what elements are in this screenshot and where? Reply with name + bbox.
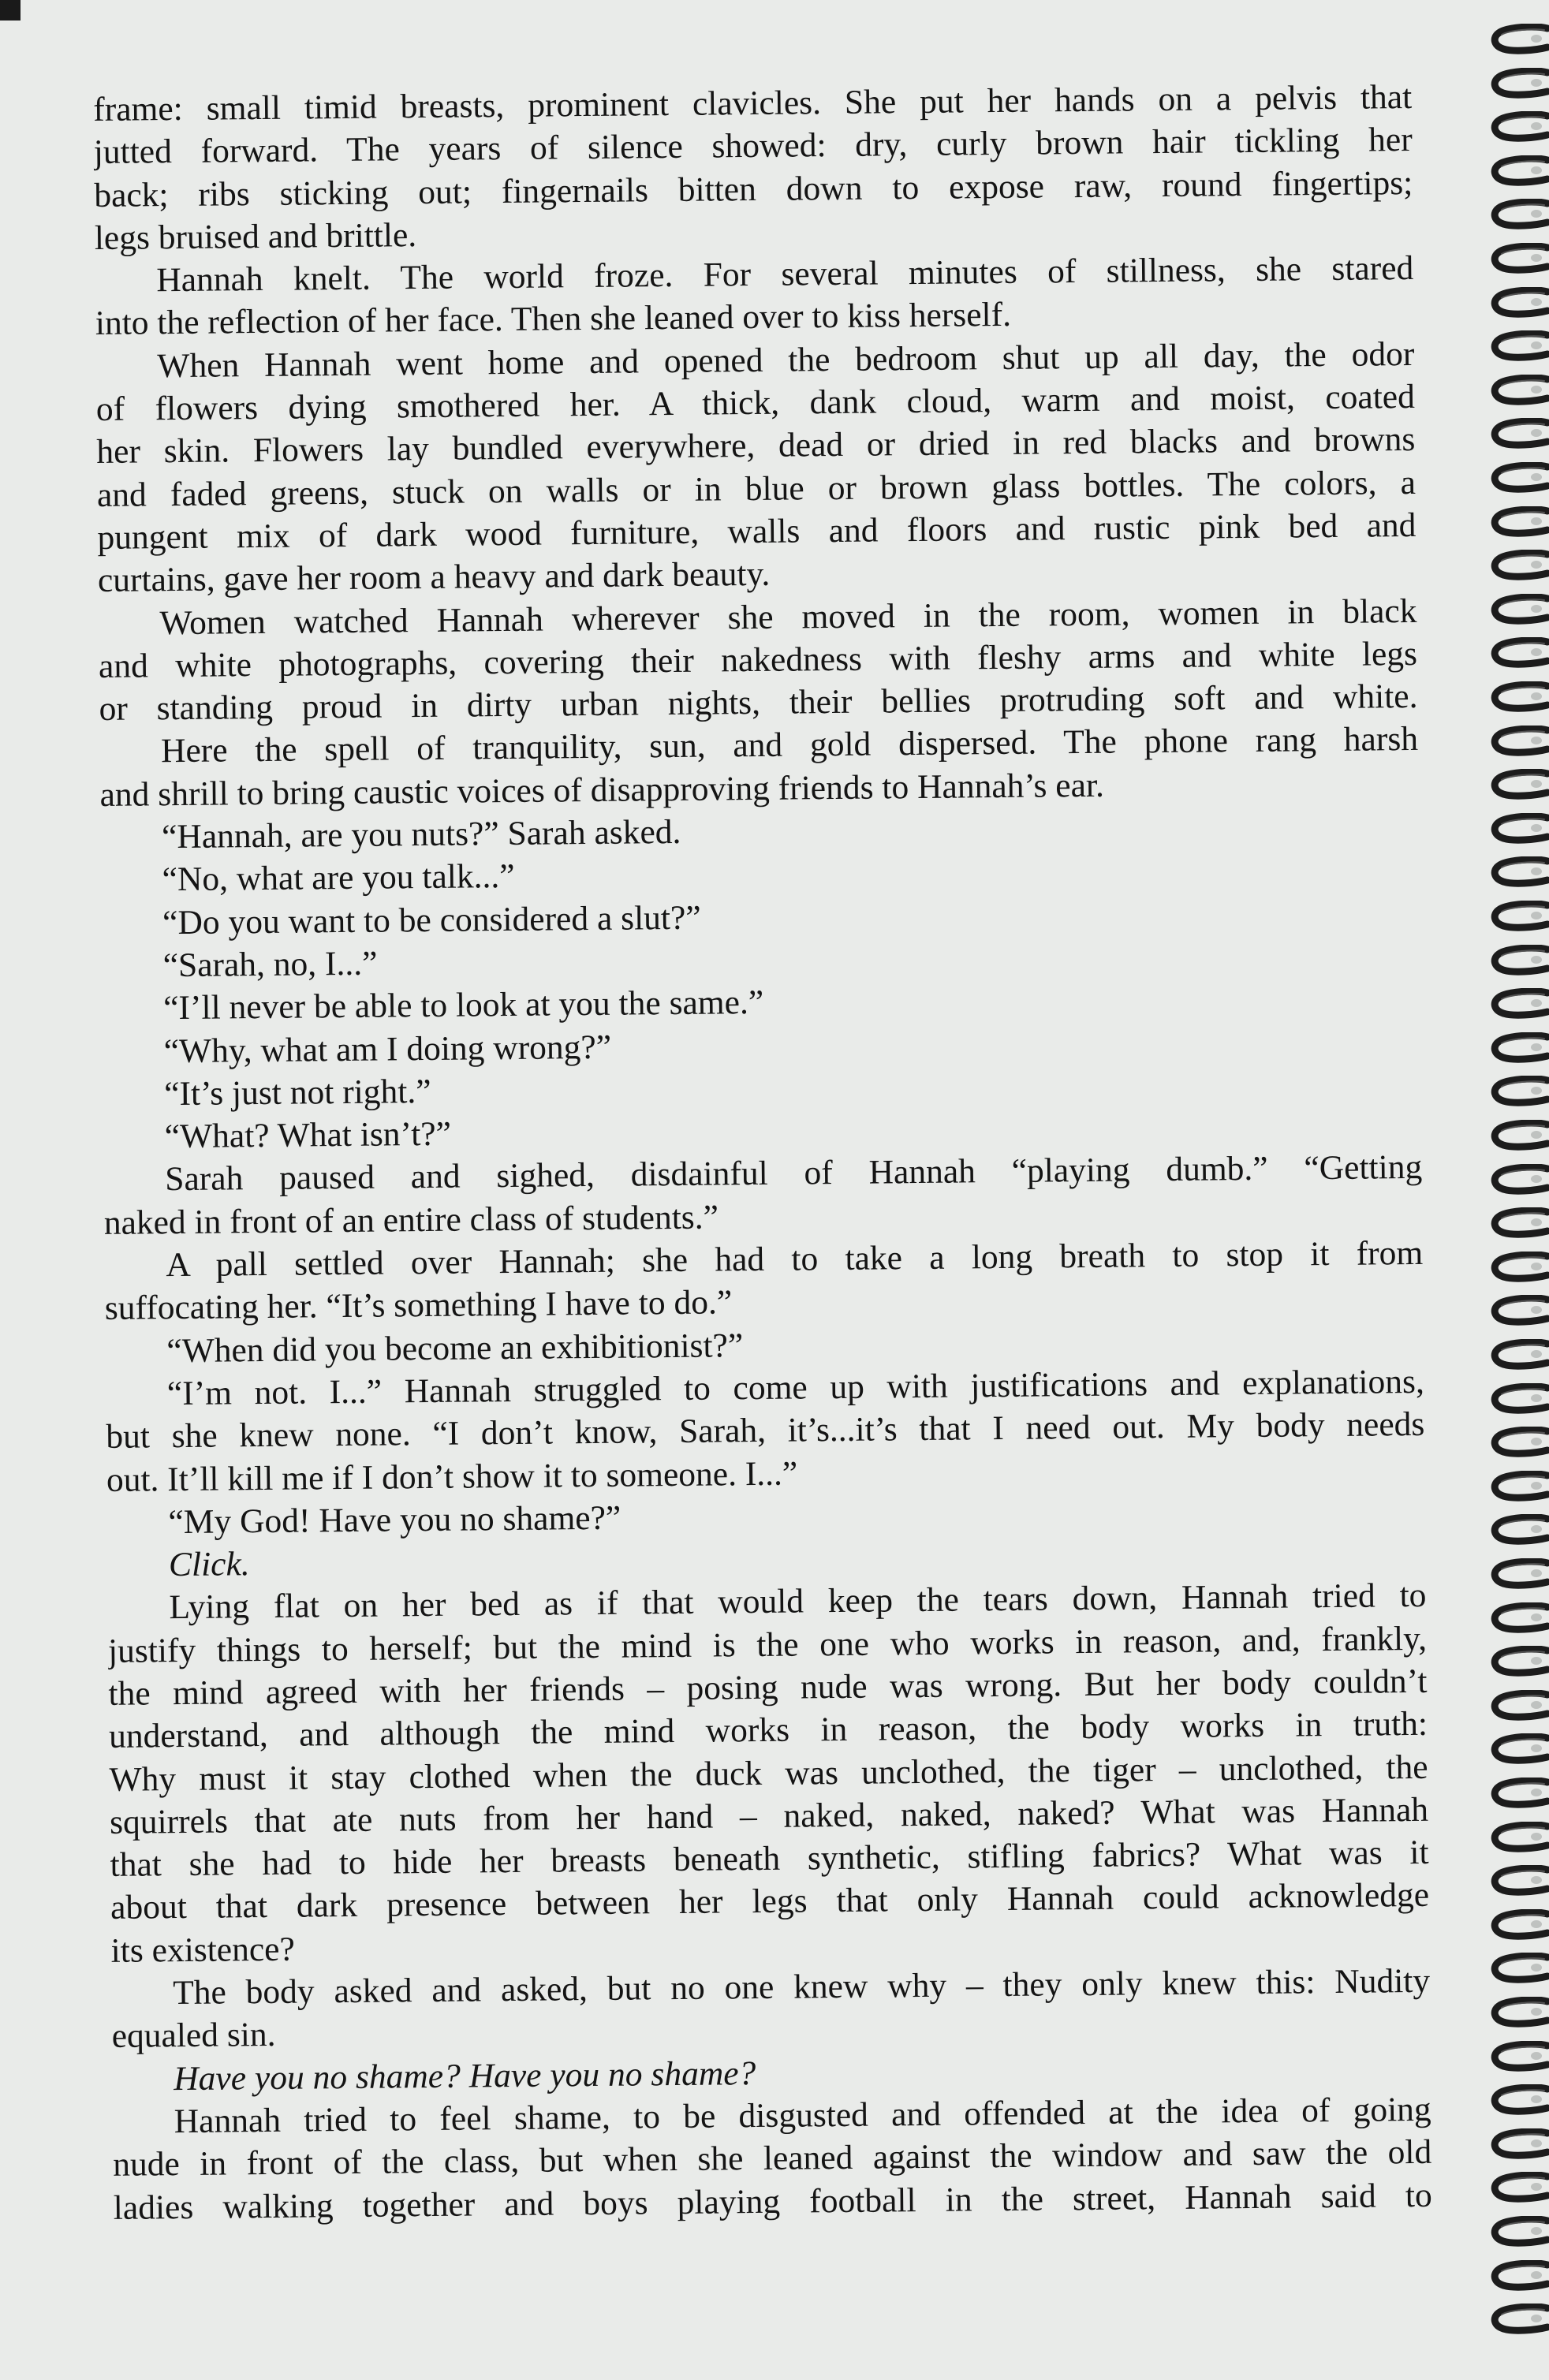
binding-coil (1489, 681, 1549, 713)
binding-coil (1489, 287, 1549, 319)
text-line: “Why, what am I doing wrong?” (163, 1028, 612, 1070)
binding-coil (1489, 1252, 1549, 1283)
text-line: squirrels that ate nuts from her hand – naked, naked, naked? What was Hannah (109, 1790, 1429, 1841)
binding-coil (1489, 2172, 1549, 2203)
text-line: or standing proud in dirty urban nights, their bellies protruding soft and white. (99, 677, 1418, 729)
text-line: “I’ll never be able to look at you the same.” (162, 983, 764, 1028)
text-line: but she knew none. “I don’t know, Sarah, it’s...it’s that I need out. My body needs (106, 1405, 1425, 1457)
text-line: of flowers dying smothered her. A thick, dank cloud, warm and moist, coated (95, 378, 1416, 429)
text-line: Women watched Hannah wherever she moved in the room, women in black (159, 591, 1417, 642)
binding-coil (1489, 2216, 1549, 2248)
binding-coil (1489, 988, 1549, 1020)
text-line: and shrill to bring caustic voices of disapproving friends to Hannah’s ear. (99, 766, 1105, 814)
text-line: “Do you want to be considered a slut?” (162, 898, 701, 942)
text-line: that she had to hide her breasts beneath synthetic, stifling fabrics? What was it (110, 1833, 1429, 1885)
body-text (93, 76, 1432, 2227)
binding-coil (1489, 1207, 1549, 1239)
binding-coil (1489, 243, 1549, 274)
text-line: “When did you become an exhibitionist?” (166, 1326, 744, 1370)
text-line: jutted forward. The years of silence showed: dry, curly brown hair tickling her (93, 121, 1413, 172)
binding-coil (1489, 1602, 1549, 1634)
binding-coil (1489, 1558, 1549, 1590)
text-line: naked in front of an entire class of students.” (103, 1198, 719, 1242)
text-line: about that dark presence between her legs that only Hannah could acknowledge (110, 1876, 1430, 1927)
binding-coil (1489, 1997, 1549, 2028)
binding-coil (1489, 1909, 1549, 1941)
binding-coil (1489, 594, 1549, 625)
binding-coil (1489, 1120, 1549, 1151)
binding-coil (1489, 1778, 1549, 1809)
binding-coil (1489, 726, 1549, 757)
text-line: into the reflection of her face. Then she leaned over to kiss herself. (95, 296, 1012, 343)
binding-coil (1489, 462, 1549, 494)
binding-coil (1489, 111, 1549, 143)
text-line: out. It’ll kill me if I don’t show it to someone. I...” (106, 1454, 798, 1499)
binding-coil (1489, 506, 1549, 538)
text-line: “What? What isn’t?” (164, 1114, 452, 1156)
page-corner-shadow (0, 0, 21, 21)
binding-coil (1489, 1953, 1549, 1984)
text-line: its existence? (110, 1930, 296, 1970)
text-line: “Sarah, no, I...” (162, 944, 378, 985)
text-line: equaled sin. (111, 2016, 276, 2056)
binding-coil (1489, 375, 1549, 406)
text-line: legs bruised and brittle. (94, 215, 417, 257)
text-line: pungent mix of dark wood furniture, walls and floors and rustic pink bed and (97, 505, 1416, 557)
text-line: nude in front of the class, but when she leaned against the window and saw the old (113, 2133, 1432, 2184)
binding-coil (1489, 1295, 1549, 1326)
binding-coil (1489, 856, 1549, 888)
text-line: back; ribs sticking out; fingernails bitten down to expose raw, round fingertips; (94, 163, 1413, 214)
binding-coil (1489, 2260, 1549, 2292)
binding-coil (1489, 330, 1549, 362)
binding-coil (1489, 1339, 1549, 1371)
binding-coil (1489, 1427, 1549, 1458)
text-line: frame: small timid breasts, prominent clavicles. She put her hands on a pelvis that (93, 77, 1413, 129)
binding-coil (1489, 68, 1549, 99)
text-line: understand, and although the mind works in reason, the body works in truth: (108, 1705, 1428, 1756)
text-line: Hannah tried to feel shame, to be disgusted and offended at the idea of going (174, 2090, 1431, 2141)
text-line: The body asked and asked, but no one knew why – they only knew this: Nudity (172, 1961, 1431, 2013)
binding-coil (1489, 945, 1549, 976)
binding-coil (1489, 199, 1549, 230)
text-line: “I’m not. I...” Hannah struggled to come up with justifications and explanations, (166, 1362, 1425, 1413)
binding-coil (1489, 550, 1549, 581)
binding-coil (1489, 155, 1549, 187)
binding-coil (1489, 1471, 1549, 1502)
text-line: ladies walking together and boys playing football in the street, Hannah said to (113, 2176, 1432, 2227)
text-line: the mind agreed with her friends – posing nude was wrong. But her body couldn’t (108, 1662, 1428, 1713)
binding-coil (1489, 1822, 1549, 1853)
binding-coil (1489, 24, 1549, 55)
binding-coil (1489, 769, 1549, 800)
binding-coil (1489, 1690, 1549, 1722)
binding-coil (1489, 2084, 1549, 2116)
spiral-binding (1489, 24, 1549, 2358)
text-line: Sarah paused and sighed, disdainful of Hannah “playing dumb.” “Getting (165, 1148, 1423, 1199)
binding-coil (1489, 1514, 1549, 1546)
text-line: When Hannah went home and opened the bedroom shut up all day, the odor (157, 334, 1415, 386)
binding-coil (1489, 1383, 1549, 1415)
text-line: Have you no shame? Have you no shame? (174, 2054, 756, 2098)
text-line: “My God! Have you no shame?” (168, 1498, 621, 1541)
binding-coil (1489, 1164, 1549, 1196)
binding-coil (1489, 2128, 1549, 2160)
text-line: Click. (168, 1545, 250, 1584)
binding-coil (1489, 1076, 1549, 1107)
binding-coil (1489, 1733, 1549, 1765)
binding-coil (1489, 1865, 1549, 1897)
text-line: Why must it stay clothed when the duck was unclothed, the tiger – unclothed, the (109, 1748, 1428, 1799)
binding-coil (1489, 1646, 1549, 1677)
text-line: “No, what are you talk...” (162, 857, 515, 899)
binding-coil (1489, 2304, 1549, 2335)
text-line: A pall settled over Hannah; she had to take a long breath to stop it from (166, 1233, 1424, 1285)
binding-coil (1489, 901, 1549, 932)
binding-coil (1489, 1032, 1549, 1064)
text-line: justify things to herself; but the mind is the one who works in reason, and, frankly, (107, 1619, 1428, 1670)
text-line: Hannah knelt. The world froze. For several minutes of stillness, she stared (156, 249, 1414, 300)
binding-coil (1489, 813, 1549, 845)
text-line: Here the spell of tranquility, sun, and gold dispersed. The phone rang harsh (160, 720, 1419, 770)
text-line: suffocating her. “It’s something I have to do.” (104, 1283, 733, 1328)
text-line: Lying flat on her bed as if that would keep the tears down, Hannah tried to (169, 1576, 1427, 1627)
text-line: “Hannah, are you nuts?” Sarah asked. (161, 812, 681, 856)
text-line: “It’s just not right.” (164, 1072, 431, 1114)
text-line: curtains, gave her room a heavy and dark beauty. (97, 555, 771, 600)
text-line: and white photographs, covering their nakedness with fleshy arms and white legs (98, 634, 1418, 685)
binding-coil (1489, 2041, 1549, 2072)
text-line: her skin. Flowers lay bundled everywhere, dead or dried in red blacks and browns (96, 420, 1416, 472)
binding-coil (1489, 418, 1549, 450)
text-line: and faded greens, stuck on walls or in blue or brown glass bottles. The colors, a (96, 463, 1416, 514)
binding-coil (1489, 637, 1549, 669)
